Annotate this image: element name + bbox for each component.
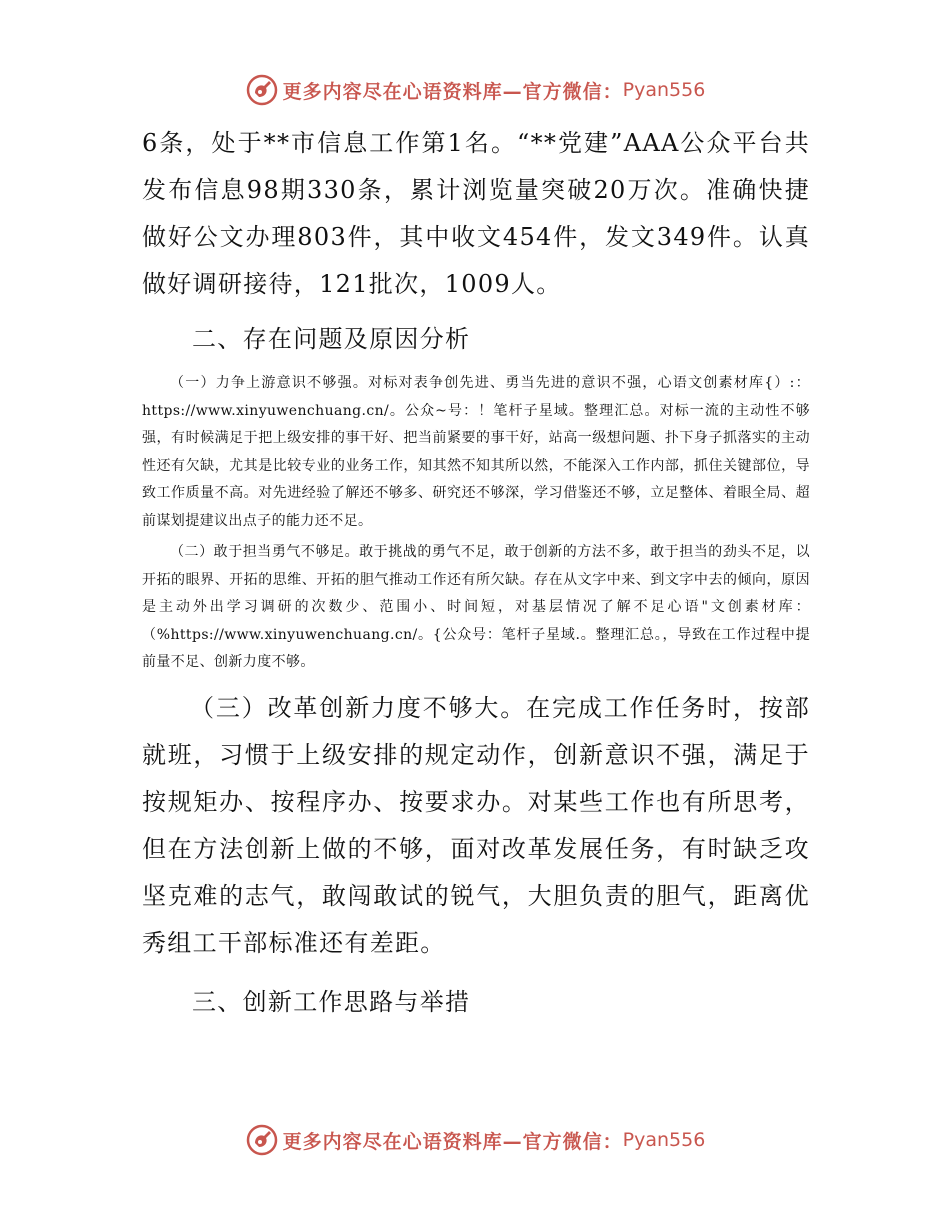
footer-banner xyxy=(0,1120,950,1160)
document-body xyxy=(142,120,810,1033)
subsection-1: （一）力争上游意识不够强。对标对表争创先进、勇当先进的意识不强，心语文创素材库{）:：https://www.xinyuwenchuang.cn/。公众~号：！笔杆子星域。整理汇总。对标一流的主动性不够强，有时候满足于把上级安排的事干好、把当前紧要的事干好，站高一级想问题、扑下身子抓落实的主动性还有欠缺，尤其是比较专业的业务工作，知其然不知其所以然，不能深入工作内部，抓住关键部位，导致工作质量不高。对先进经验了解还不够多、研究还不够深，学习借鉴还不够，立足整体、着眼全局、超前谋划提建议出点子的能力还不足。 xyxy=(142,375,810,529)
pen-heart-logo-icon xyxy=(245,73,279,107)
footer-wechat-id: Pyan556 xyxy=(622,1129,706,1151)
paragraph-summary: 6条，处于**市信息工作第1名。“**党建”AAA公众平台共发布信息98期330条，累计浏览量突破20万次。准确快捷做好公文办理803件，其中收文454件，发文349件。认真做好调研接待，121批次，1009人。 xyxy=(142,129,810,298)
section-heading-2: 二、存在问题及原因分析 xyxy=(192,325,471,353)
section-heading-3: 三、创新工作思路与举措 xyxy=(192,987,471,1016)
pen-heart-logo-icon xyxy=(245,1123,279,1157)
header-wechat-id: Pyan556 xyxy=(622,79,706,101)
subsection-3: （三）改革创新力度不够大。在完成工作任务时，按部就班，习惯于上级安排的规定动作，创新意识不强，满足于按规矩办、按程序办、按要求办。对某些工作也有所思考，但在方法创新上做的不够，面对改革发展任务，有时缺乏攻坚克难的志气，敢闯敢试的锐气，大胆负责的胆气，距离优秀组工干部标准还有差距。 xyxy=(142,693,810,957)
header-banner xyxy=(0,70,950,110)
header-banner-text: 更多内容尽在心语资料库—官方微信： xyxy=(282,80,623,103)
footer-banner-text: 更多内容尽在心语资料库—官方微信： xyxy=(282,1130,623,1153)
subsection-2: （二）敢于担当勇气不够足。敢于挑战的勇气不足，敢于创新的方法不多，敢于担当的劲头不足，以开拓的眼界、开拓的思维、开拓的胆气推动工作还有所欠缺。存在从文字中来、到文字中去的倾向，原因是主动外出学习调研的次数少、范围小、时间短，对基层情况了解不足心语"文创素材库：（%https://www.xinyuwenchuang.cn/。{公众号：笔杆子星域.。整理汇总。，导致在工作过程中提前量不足、创新力度不够。 xyxy=(142,544,810,670)
